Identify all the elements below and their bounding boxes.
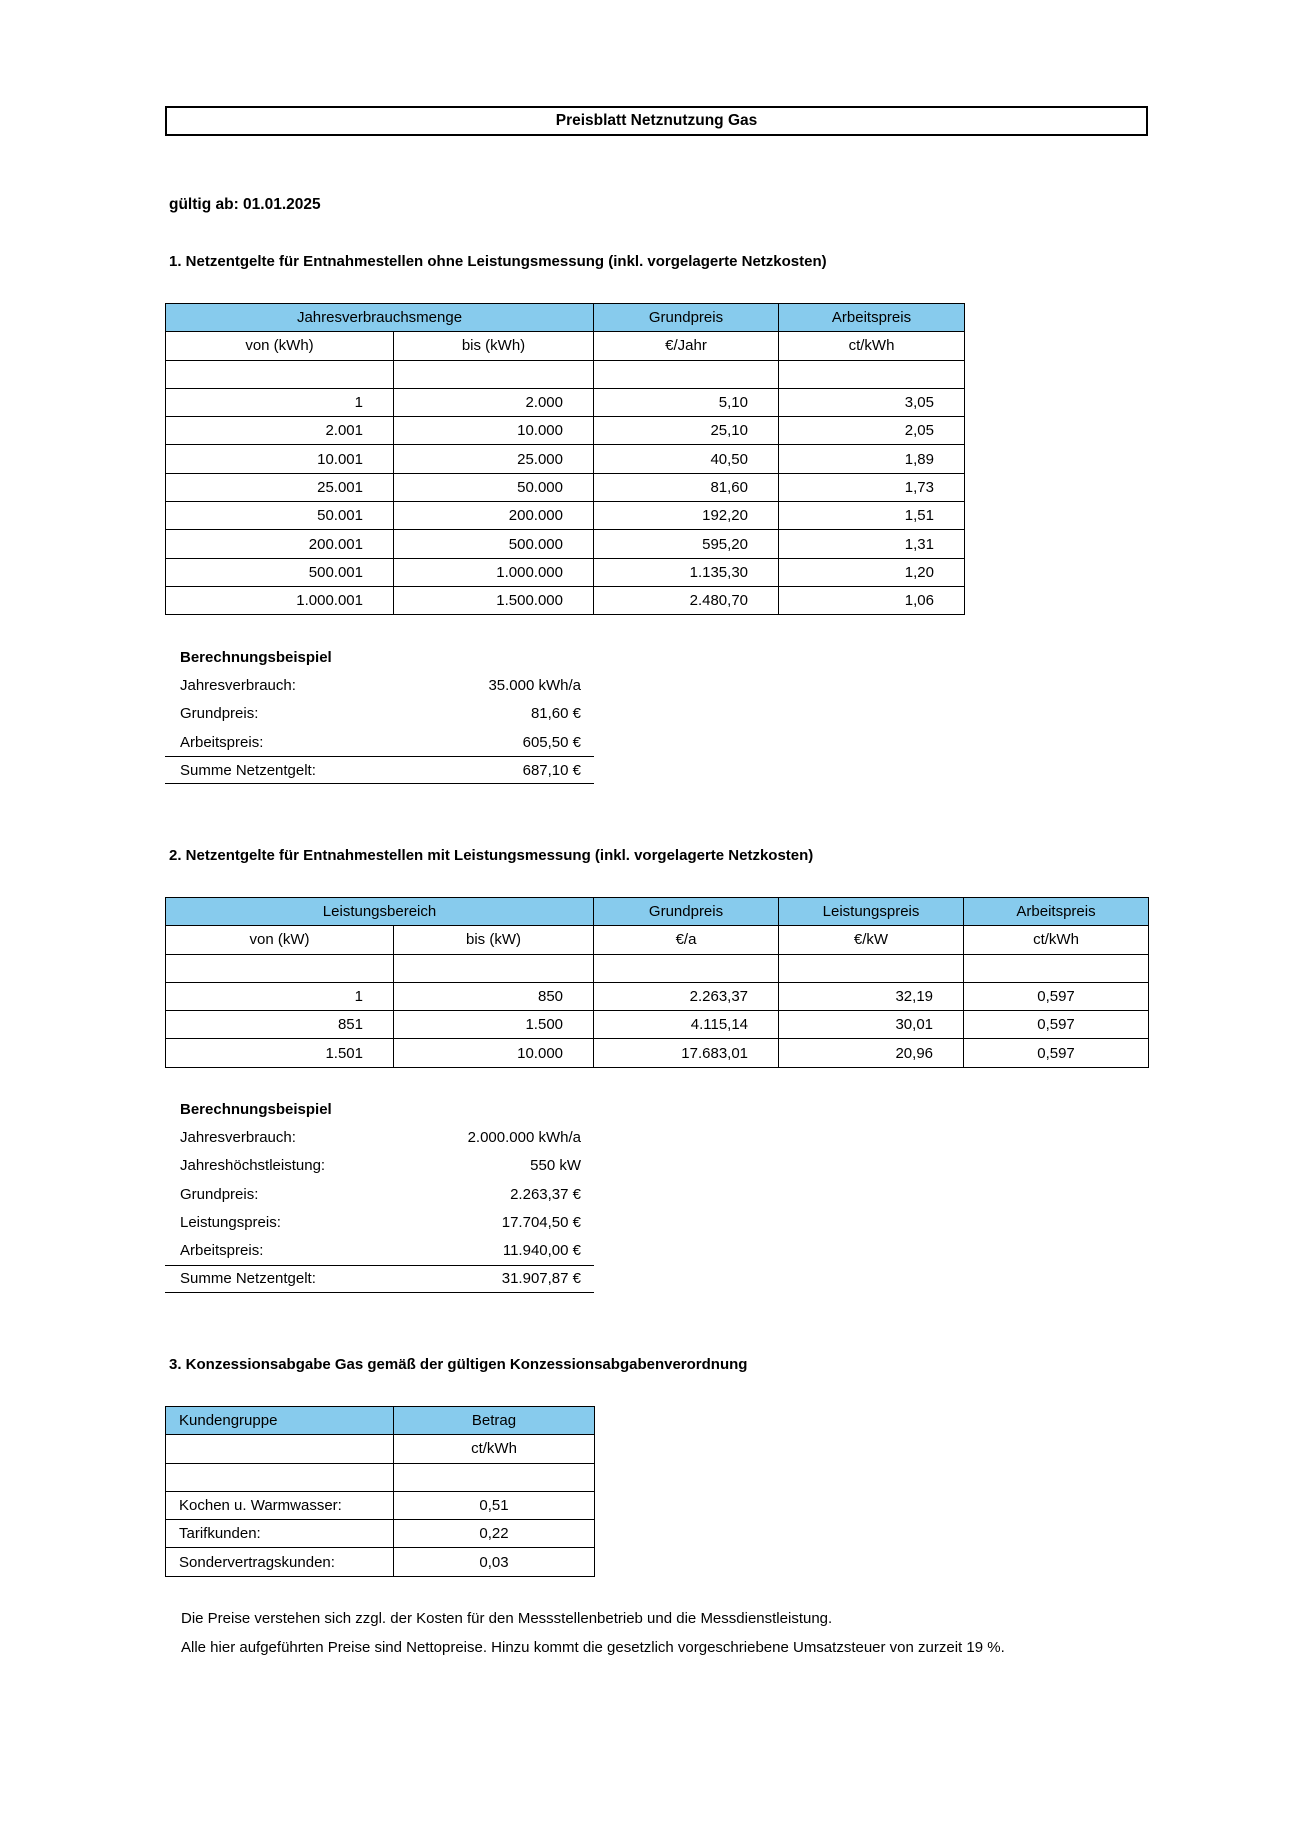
example-value: 605,50 € [522, 733, 581, 751]
example-label: Jahresverbrauch: [180, 1128, 296, 1146]
example-label: Leistungspreis: [180, 1213, 281, 1231]
empty-row [166, 954, 1149, 982]
example-row [165, 671, 594, 699]
table-row [166, 1039, 1149, 1067]
table-row [166, 417, 965, 445]
section2-calculation-example [165, 1095, 594, 1293]
example-heading: Berechnungsbeispiel [180, 1100, 332, 1118]
cell-bis: 50.000 [394, 473, 594, 501]
cell-arbeitspreis: 0,597 [964, 1011, 1149, 1039]
example-value: 2.263,37 € [510, 1185, 581, 1203]
section2-heading: 2. Netzentgelte für Entnahmestellen mit Leistungsmessung (inkl. vorgelagerte Netzkosten) [169, 847, 814, 864]
header-arbeitspreis: Arbeitspreis [779, 304, 965, 332]
section3-heading: 3. Konzessionsabgabe Gas gemäß der gültigen Konzessionsabgabenverordnung [169, 1356, 748, 1373]
subheader-bis: bis (kW) [394, 926, 594, 954]
cell-arbeitspreis: 1,89 [779, 445, 965, 473]
cell-bis: 1.500.000 [394, 586, 594, 614]
section1-heading: 1. Netzentgelte für Entnahmestellen ohne Leistungsmessung (inkl. vorgelagerte Netzkosten) [169, 253, 827, 270]
cell-von: 851 [166, 1011, 394, 1039]
example-row [165, 728, 594, 756]
header-grundpreis: Grundpreis [594, 304, 779, 332]
header-betrag: Betrag [394, 1407, 595, 1435]
header-leistungspreis: Leistungspreis [779, 898, 964, 926]
example-sum-label: Summe Netzentgelt: [180, 1270, 316, 1288]
header-leistungsbereich: Leistungsbereich [166, 898, 594, 926]
example-value: 550 kW [530, 1157, 581, 1175]
example-label: Jahreshöchstleistung: [180, 1157, 326, 1175]
cell-grundpreis: 1.135,30 [594, 558, 779, 586]
header-kundengruppe: Kundengruppe [166, 1407, 394, 1435]
cell-betrag: 0,22 [394, 1520, 595, 1548]
example-row [165, 700, 594, 728]
cell-arbeitspreis: 1,31 [779, 530, 965, 558]
cell-arbeitspreis: 2,05 [779, 417, 965, 445]
cell-grundpreis: 4.115,14 [594, 1011, 779, 1039]
note-umsatzsteuer: Alle hier aufgeführten Preise sind Nettopreise. Hinzu kommt die gesetzlich vorgeschriebene Umsatzsteuer von zurzeit 19 %. [181, 1639, 1005, 1656]
example-value: 17.704,50 € [501, 1213, 581, 1231]
example-row [165, 1208, 594, 1236]
example-row [165, 1236, 594, 1264]
table-row [166, 473, 965, 501]
example-value: 81,60 € [530, 705, 581, 723]
note-messstellenbetrieb: Die Preise verstehen sich zzgl. der Kosten für den Messstellenbetrieb und die Messdienstleistung. [181, 1610, 833, 1627]
cell-leistungspreis: 20,96 [779, 1039, 964, 1067]
subheader-leistungspreis-unit: €/kW [779, 926, 964, 954]
example-sum-row [165, 756, 594, 784]
empty-row [166, 1463, 595, 1491]
header-arbeitspreis: Arbeitspreis [964, 898, 1149, 926]
section2-price-table [165, 897, 1149, 1068]
table-row [166, 1520, 595, 1548]
cell-von: 2.001 [166, 417, 394, 445]
cell-grundpreis: 40,50 [594, 445, 779, 473]
table-row [166, 502, 965, 530]
cell-leistungspreis: 30,01 [779, 1011, 964, 1039]
example-label: Arbeitspreis: [180, 733, 264, 751]
subheader-von: von (kWh) [166, 332, 394, 360]
example-sum-value: 687,10 € [522, 761, 581, 779]
cell-grundpreis: 2.263,37 [594, 982, 779, 1010]
section3-concession-table [165, 1406, 595, 1577]
cell-grundpreis: 5,10 [594, 388, 779, 416]
cell-kundengruppe: Kochen u. Warmwasser: [166, 1491, 394, 1519]
document-title: Preisblatt Netznutzung Gas [165, 106, 1148, 136]
cell-von: 1 [166, 982, 394, 1010]
cell-kundengruppe: Tarifkunden: [166, 1520, 394, 1548]
table-row [166, 530, 965, 558]
table-row [166, 982, 1149, 1010]
table-row [166, 1491, 595, 1519]
cell-bis: 500.000 [394, 530, 594, 558]
cell-von: 200.001 [166, 530, 394, 558]
cell-bis: 10.000 [394, 417, 594, 445]
section1-calculation-example [165, 643, 594, 784]
cell-grundpreis: 17.683,01 [594, 1039, 779, 1067]
cell-von: 10.001 [166, 445, 394, 473]
cell-arbeitspreis: 1,51 [779, 502, 965, 530]
example-value: 35.000 kWh/a [488, 676, 581, 694]
example-sum-label: Summe Netzentgelt: [180, 761, 316, 779]
subheader-arbeitspreis-unit: ct/kWh [964, 926, 1149, 954]
cell-kundengruppe: Sondervertragskunden: [166, 1548, 394, 1576]
cell-bis: 200.000 [394, 502, 594, 530]
empty-row [166, 360, 965, 388]
table-row [166, 445, 965, 473]
header-jahresverbrauchsmenge: Jahresverbrauchsmenge [166, 304, 594, 332]
cell-von: 1.000.001 [166, 586, 394, 614]
cell-arbeitspreis: 3,05 [779, 388, 965, 416]
table-row [166, 558, 965, 586]
cell-arbeitspreis: 0,597 [964, 1039, 1149, 1067]
cell-bis: 850 [394, 982, 594, 1010]
example-heading: Berechnungsbeispiel [180, 648, 332, 666]
cell-von: 25.001 [166, 473, 394, 501]
subheader-arbeitspreis-unit: ct/kWh [779, 332, 965, 360]
example-value: 11.940,00 € [502, 1242, 581, 1260]
table-row [166, 586, 965, 614]
cell-betrag: 0,03 [394, 1548, 595, 1576]
cell-grundpreis: 81,60 [594, 473, 779, 501]
subheader-von: von (kW) [166, 926, 394, 954]
cell-bis: 10.000 [394, 1039, 594, 1067]
example-sum-value: 31.907,87 € [501, 1270, 581, 1288]
example-sum-row [165, 1265, 594, 1293]
example-label: Grundpreis: [180, 705, 259, 723]
table-row [166, 1011, 1149, 1039]
example-row [165, 1123, 594, 1151]
cell-grundpreis: 192,20 [594, 502, 779, 530]
subheader-betrag-unit: ct/kWh [394, 1435, 595, 1463]
cell-bis: 25.000 [394, 445, 594, 473]
cell-leistungspreis: 32,19 [779, 982, 964, 1010]
example-label: Jahresverbrauch: [180, 676, 296, 694]
subheader-bis: bis (kWh) [394, 332, 594, 360]
cell-arbeitspreis: 1,20 [779, 558, 965, 586]
example-label: Arbeitspreis: [180, 1242, 264, 1260]
cell-von: 50.001 [166, 502, 394, 530]
cell-arbeitspreis: 1,06 [779, 586, 965, 614]
table-row [166, 1548, 595, 1576]
cell-grundpreis: 25,10 [594, 417, 779, 445]
cell-von: 1 [166, 388, 394, 416]
header-grundpreis: Grundpreis [594, 898, 779, 926]
cell-grundpreis: 2.480,70 [594, 586, 779, 614]
cell-betrag: 0,51 [394, 1491, 595, 1519]
example-value: 2.000.000 kWh/a [467, 1128, 581, 1146]
cell-von: 1.501 [166, 1039, 394, 1067]
example-label: Grundpreis: [180, 1185, 259, 1203]
cell-arbeitspreis: 0,597 [964, 982, 1149, 1010]
cell-grundpreis: 595,20 [594, 530, 779, 558]
subheader-grundpreis-unit: €/Jahr [594, 332, 779, 360]
example-row [165, 1180, 594, 1208]
subheader-grundpreis-unit: €/a [594, 926, 779, 954]
valid-from: gültig ab: 01.01.2025 [169, 196, 321, 213]
cell-bis: 1.000.000 [394, 558, 594, 586]
cell-arbeitspreis: 1,73 [779, 473, 965, 501]
table-row [166, 388, 965, 416]
cell-bis: 2.000 [394, 388, 594, 416]
cell-bis: 1.500 [394, 1011, 594, 1039]
section1-price-table [165, 303, 965, 615]
example-row [165, 1152, 594, 1180]
cell-von: 500.001 [166, 558, 394, 586]
